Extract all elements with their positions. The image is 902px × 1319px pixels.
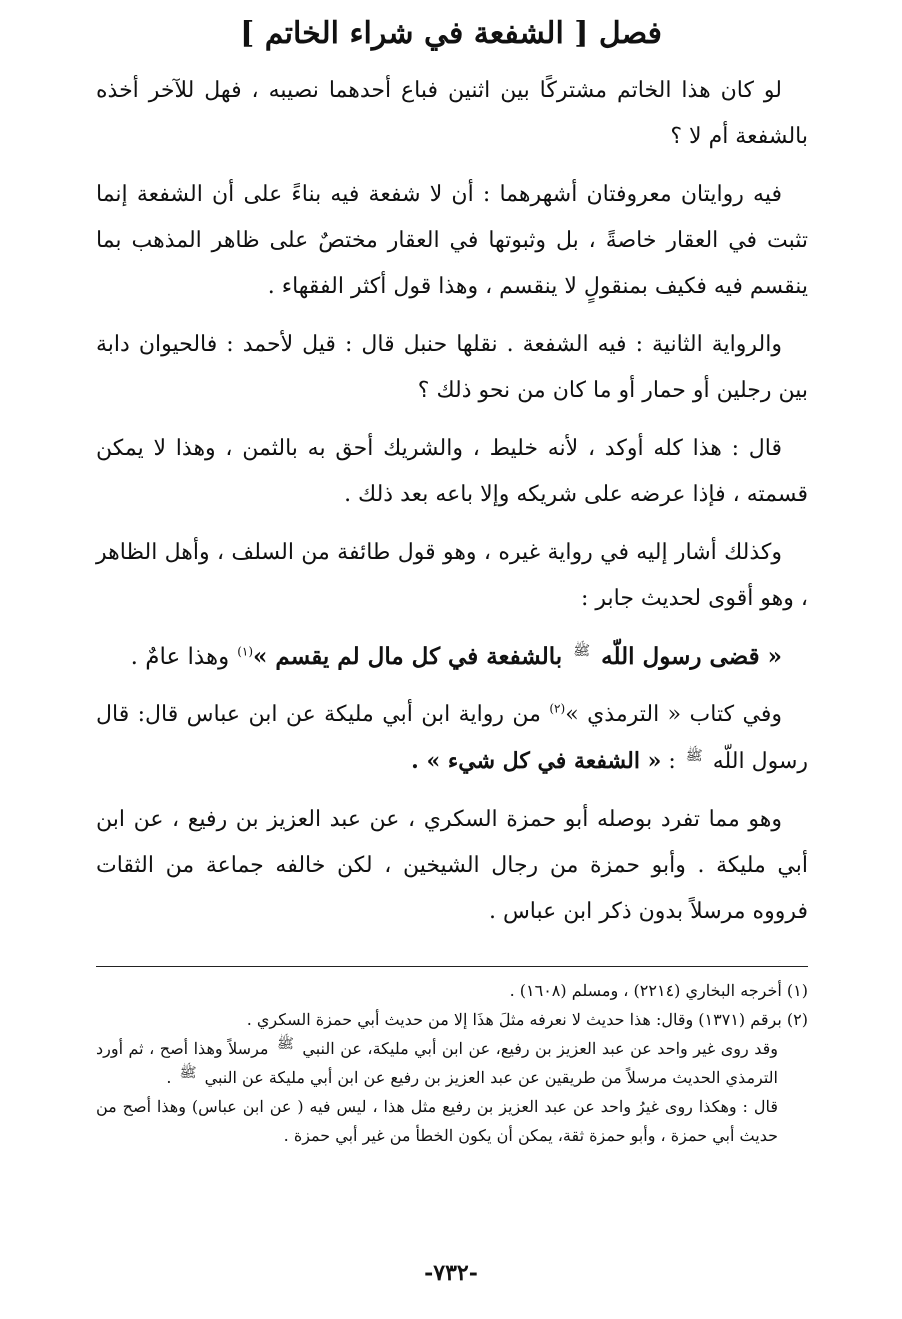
paragraph-tirmidhi bbox=[96, 692, 808, 785]
hadith-comment: وهذا عامٌ . bbox=[130, 644, 230, 670]
tirmidhi-lead: وفي كتاب « الترمذي » bbox=[565, 702, 782, 727]
paragraph-2: فيه روايتان معروفتان أشهرهما : أن لا شفعة فيه بناءً على أن الشفعة إنما تثبت في العقار خاصةً ، بل وثبوتها في العقار مختصٌ على ظاهر المذهب بما ينقسم فيه فكيف بمنقولٍ لا ينقسم ، وهذا قول أكثر الفقهاء . bbox=[96, 182, 808, 299]
footnote-1: (١) أخرجه البخاري (٢٢١٤) ، ومسلم (١٦٠٨) . bbox=[509, 981, 808, 1000]
tirmidhi-colon: : bbox=[668, 749, 676, 774]
footnote-2-text-a: وقد روى غير واحد عن عبد العزيز بن رفيع، عن ابن أبي مليكة، عن النبي bbox=[302, 1039, 779, 1058]
main-text bbox=[96, 68, 808, 947]
footnote-2-body bbox=[96, 1034, 808, 1092]
section-title: فصل [ الشفعة في شراء الخاتم ] bbox=[240, 16, 662, 51]
salawat-mark: ﷺ bbox=[685, 747, 703, 764]
footnote-2-text-c: . bbox=[166, 1068, 172, 1087]
hadith-open: « قضى رسول اللّه bbox=[601, 643, 782, 670]
paragraph-5: وكذلك أشار إليه في رواية غيره ، وهو قول طائفة من السلف ، وأهل الظاهر ، وهو أقوى لحديث جابر : bbox=[96, 540, 808, 611]
page-number: -٧٣٢- bbox=[424, 1260, 478, 1286]
footnote-divider bbox=[96, 966, 808, 967]
paragraph-3: والرواية الثانية : فيه الشفعة . نقلها حنبل قال : قيل لأحمد : فالحيوان دابة بين رجلين أو حمار أو ما كان من نحو ذلك ؟ bbox=[96, 332, 808, 403]
salawat-mark: ﷺ bbox=[573, 643, 591, 660]
footnote-2-quote: قال : وهكذا روى غيرُ واحد عن عبد العزيز بن رفيع مثل هذا ، ليس فيه ( عن ابن عباس) وهذا أصح من حديث أبي حمزة ، وأبو حمزة ثقة، يمكن أن يكون الخطأ من غير أبي حمزة . bbox=[96, 1097, 778, 1145]
tirmidhi-chain: من رواية ابن أبي مليكة عن ابن عباس قال: قال رسول اللّه bbox=[96, 702, 808, 774]
footnote-ref-1[interactable]: (١) bbox=[237, 644, 254, 659]
paragraph-8: وهو مما تفرد بوصله أبو حمزة السكري ، عن عبد العزيز بن رفيع ، عن ابن أبي مليكة . وأبو حمزة من رجال الشيخين ، لكن خالفه جماعة من الثقات فرووه مرسلاً بدون ذكر ابن عباس . bbox=[96, 807, 808, 924]
salawat-mark: ﷺ bbox=[179, 1064, 197, 1081]
hadith-quote-jabir bbox=[96, 634, 808, 680]
hadith-text: بالشفعة في كل مال لم يقسم » bbox=[253, 643, 563, 670]
paragraph-4: قال : هذا كله أوكد ، لأنه خليط ، والشريك أحق به بالثمن ، وهذا لا يمكن قسمته ، فإذا عرضه على شريكه وإلا باعه بعد ذلك . bbox=[96, 436, 808, 507]
paragraph-1: لو كان هذا الخاتم مشتركًا بين اثنين فباع أحدهما نصيبه ، فهل للآخر أخذه بالشفعة أم لا ؟ bbox=[96, 78, 808, 149]
salawat-mark: ﷺ bbox=[276, 1035, 294, 1052]
footnote-ref-2[interactable]: (٢) bbox=[549, 701, 566, 716]
footnote-2-text-b: مرسلاً وهذا أصح ، ثم أورد الترمذي الحديث مرسلاً من طريقين عن عبد العزيز بن رفيع عن ابن أبي مليكة عن النبي bbox=[96, 1039, 778, 1087]
hadith-text: « الشفعة في كل شيء » . bbox=[411, 748, 662, 774]
footnotes bbox=[96, 976, 808, 1150]
footnote-2: (٢) برقم (١٣٧١) وقال: هذا حديث لا نعرفه مثلَ هذَا إلا من حديث أبي حمزة السكري . bbox=[246, 1010, 808, 1029]
